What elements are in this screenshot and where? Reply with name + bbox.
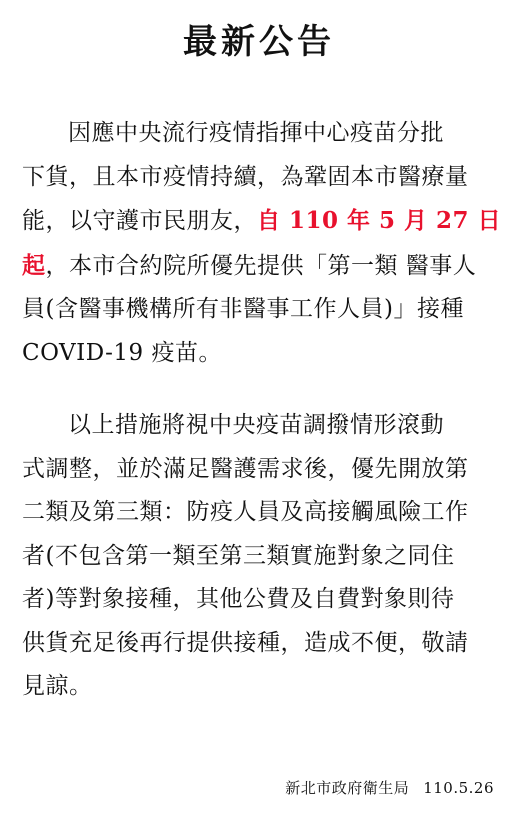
announcement-footer xyxy=(285,778,494,798)
page-title: 最新公告 xyxy=(183,22,335,62)
announcement-paragraph-2 xyxy=(22,404,498,709)
effective-date-highlight-end: 起 xyxy=(22,251,46,279)
paragraph-2-line-6: 供貨充足後再行提供接種，造成不便，敬請 xyxy=(22,629,469,656)
issue-date: 110.5.26 xyxy=(423,779,494,797)
paragraph-1-line-3-text: 能，以守護市民朋友， xyxy=(22,208,257,234)
paragraph-2-line-2: 式調整，並於滿足醫護需求後，優先開放第 xyxy=(22,455,469,482)
paragraph-2-line-5: 者)等對象接種，其他公費及自費對象則待 xyxy=(22,586,455,612)
announcement-paragraph-1 xyxy=(22,112,502,375)
paragraph-1-line-4 xyxy=(22,244,498,289)
paragraph-2-line-1: 以上措施將視中央疫苗調撥情形滾動 xyxy=(68,412,444,438)
paragraph-2-line-4: 者(不包含第一類至第三類實施對象之同住 xyxy=(22,542,455,569)
paragraph-1-line-1: 因應中央流行疫情指揮中心疫苗分批 xyxy=(68,120,444,146)
paragraph-1-line-5: 員(含醫事機構所有非醫事工作人員)」接種 xyxy=(22,296,464,322)
paragraph-1-line-6: COVID-19 疫苗。 xyxy=(22,339,222,366)
paragraph-1-line-2: 下貨，且本市疫情持續，為鞏固本市醫療量 xyxy=(22,163,469,190)
paragraph-1-line-3 xyxy=(22,199,502,244)
effective-date-highlight: 自 110 年 5 月 27 日 xyxy=(257,207,502,234)
issuer-name: 新北市政府衛生局 xyxy=(285,779,410,797)
paragraph-1-line-4-text: ，本市合約院所優先提供「第一類 醫事人 xyxy=(45,252,477,279)
paragraph-2-line-3: 二類及第三類：防疫人員及高接觸風險工作 xyxy=(22,499,469,525)
paragraph-2-line-7: 見諒。 xyxy=(22,673,93,699)
